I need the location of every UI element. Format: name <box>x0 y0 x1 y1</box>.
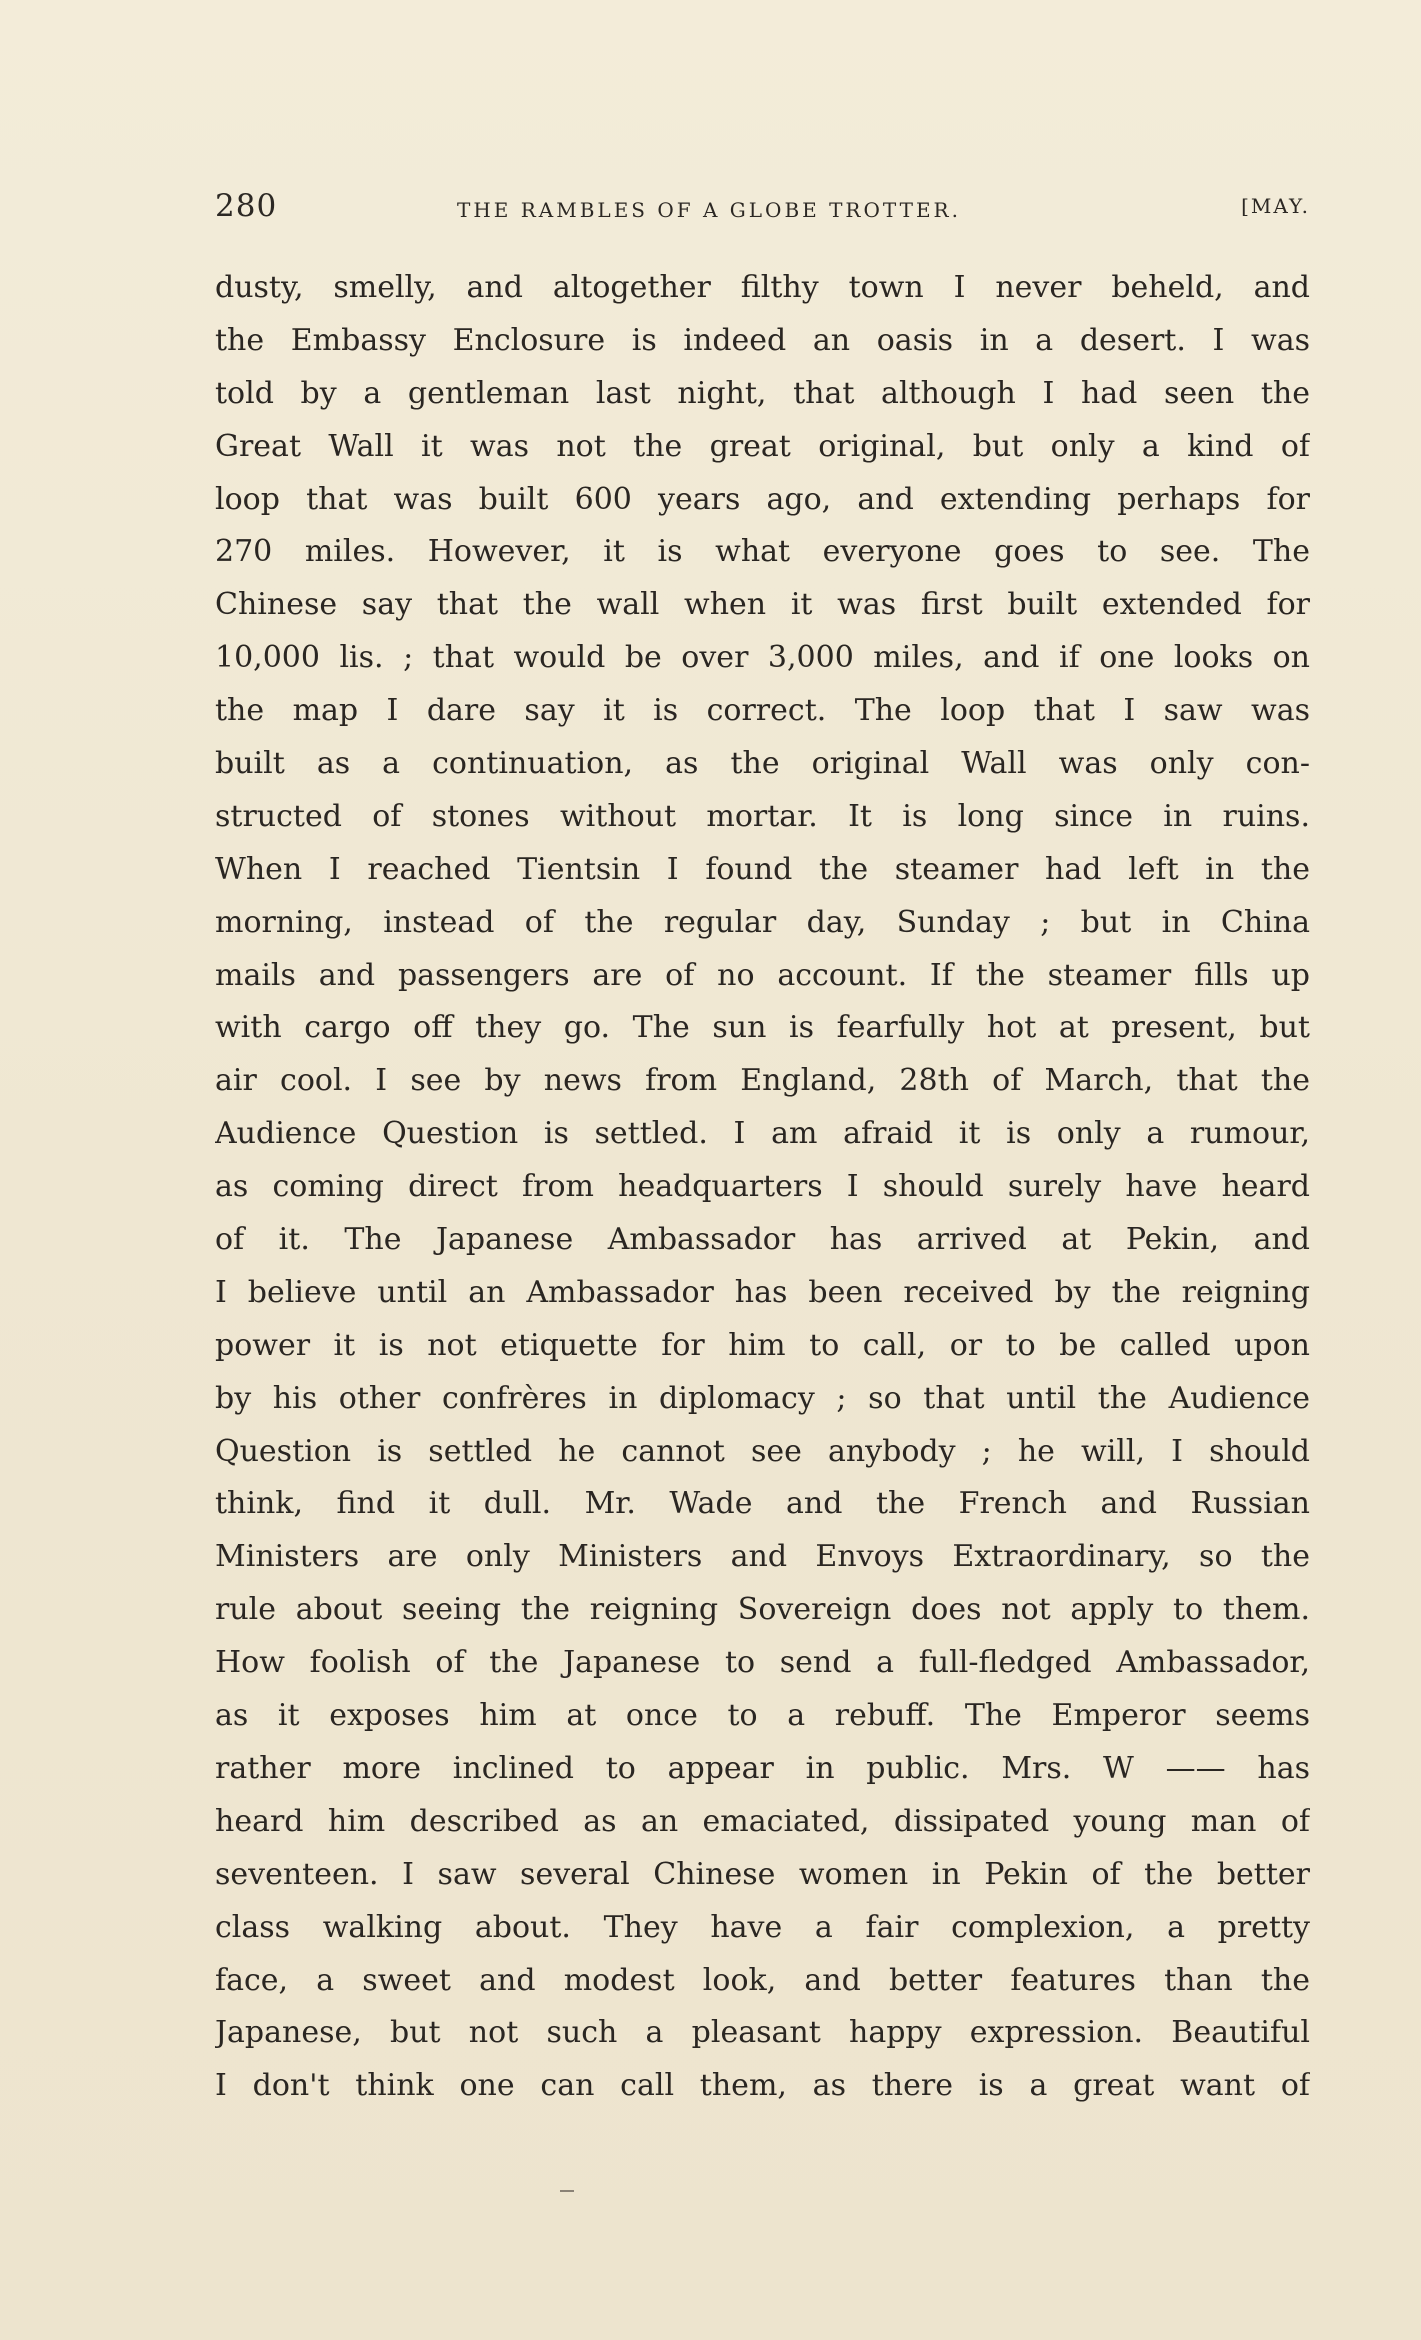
text-line: Great Wall it was not the great original, but only a kind of <box>215 428 1310 464</box>
text-line: face, a sweet and modest look, and better features than the <box>215 1962 1310 1998</box>
text-line: When I reached Tientsin I found the steamer had left in the <box>215 851 1310 887</box>
text-line: by his other confrères in diplomacy ; so that until the Audience <box>215 1380 1310 1416</box>
running-title: THE RAMBLES OF A GLOBE TROTTER. <box>457 198 961 222</box>
footer-mark <box>560 2190 574 2192</box>
text-line: built as a continuation, as the original Wall was only con- <box>215 746 1310 782</box>
text-line: with cargo off they go. The sun is fearfully hot at present, but <box>215 1010 1310 1046</box>
page-header <box>215 188 1310 228</box>
text-line: structed of stones without mortar. It is long since in ruins. <box>215 798 1310 834</box>
text-line: told by a gentleman last night, that although I had seen the <box>215 375 1310 411</box>
text-line: dusty, smelly, and altogether filthy town I never beheld, and <box>215 270 1310 305</box>
text-line: power it is not etiquette for him to call, or to be called upon <box>215 1327 1310 1363</box>
text-line: mails and passengers are of no account. If the steamer fills up <box>215 957 1310 993</box>
text-line: How foolish of the Japanese to send a full-fledged Ambassador, <box>215 1645 1310 1681</box>
text-line: I don't think one can call them, as there is a great want of <box>215 2068 1310 2104</box>
text-line: class walking about. They have a fair complexion, a pretty <box>215 1909 1310 1945</box>
text-line: seventeen. I saw several Chinese women in Pekin of the better <box>215 1856 1310 1892</box>
text-line: morning, instead of the regular day, Sunday ; but in China <box>215 904 1310 940</box>
text-line: Ministers are only Ministers and Envoys Extraordinary, so the <box>215 1539 1310 1575</box>
text-line: air cool. I see by news from England, 28th of March, that the <box>215 1063 1310 1099</box>
text-line: loop that was built 600 years ago, and extending perhaps for <box>215 481 1310 517</box>
text-line: rather more inclined to appear in public. Mrs. W —— has <box>215 1750 1310 1786</box>
body-text <box>215 262 1310 2113</box>
page-number: 280 <box>215 188 278 224</box>
text-line: Question is settled he cannot see anybody ; he will, I should <box>215 1433 1310 1469</box>
text-line: the Embassy Enclosure is indeed an oasis in a desert. I was <box>215 322 1310 358</box>
text-line: 270 miles. However, it is what everyone goes to see. The <box>215 534 1310 570</box>
text-line: 10,000 lis. ; that would be over 3,000 miles, and if one looks on <box>215 640 1310 676</box>
text-line: rule about seeing the reigning Sovereign does not apply to them. <box>215 1592 1310 1628</box>
text-line: of it. The Japanese Ambassador has arrived at Pekin, and <box>215 1222 1310 1258</box>
text-line: as it exposes him at once to a rebuff. The Emperor seems <box>215 1698 1310 1734</box>
text-line: Japanese, but not such a pleasant happy expression. Beautiful <box>215 2015 1310 2051</box>
text-line: heard him described as an emaciated, dissipated young man of <box>215 1803 1310 1839</box>
text-line: as coming direct from headquarters I should surely have heard <box>215 1169 1310 1205</box>
running-month: [MAY. <box>1241 194 1310 218</box>
text-line: the map I dare say it is correct. The loop that I saw was <box>215 693 1310 729</box>
text-line: think, find it dull. Mr. Wade and the French and Russian <box>215 1486 1310 1522</box>
text-line: Chinese say that the wall when it was first built extended for <box>215 587 1310 623</box>
text-line: Audience Question is settled. I am afraid it is only a rumour, <box>215 1116 1310 1152</box>
text-line: I believe until an Ambassador has been received by the reigning <box>215 1274 1310 1310</box>
